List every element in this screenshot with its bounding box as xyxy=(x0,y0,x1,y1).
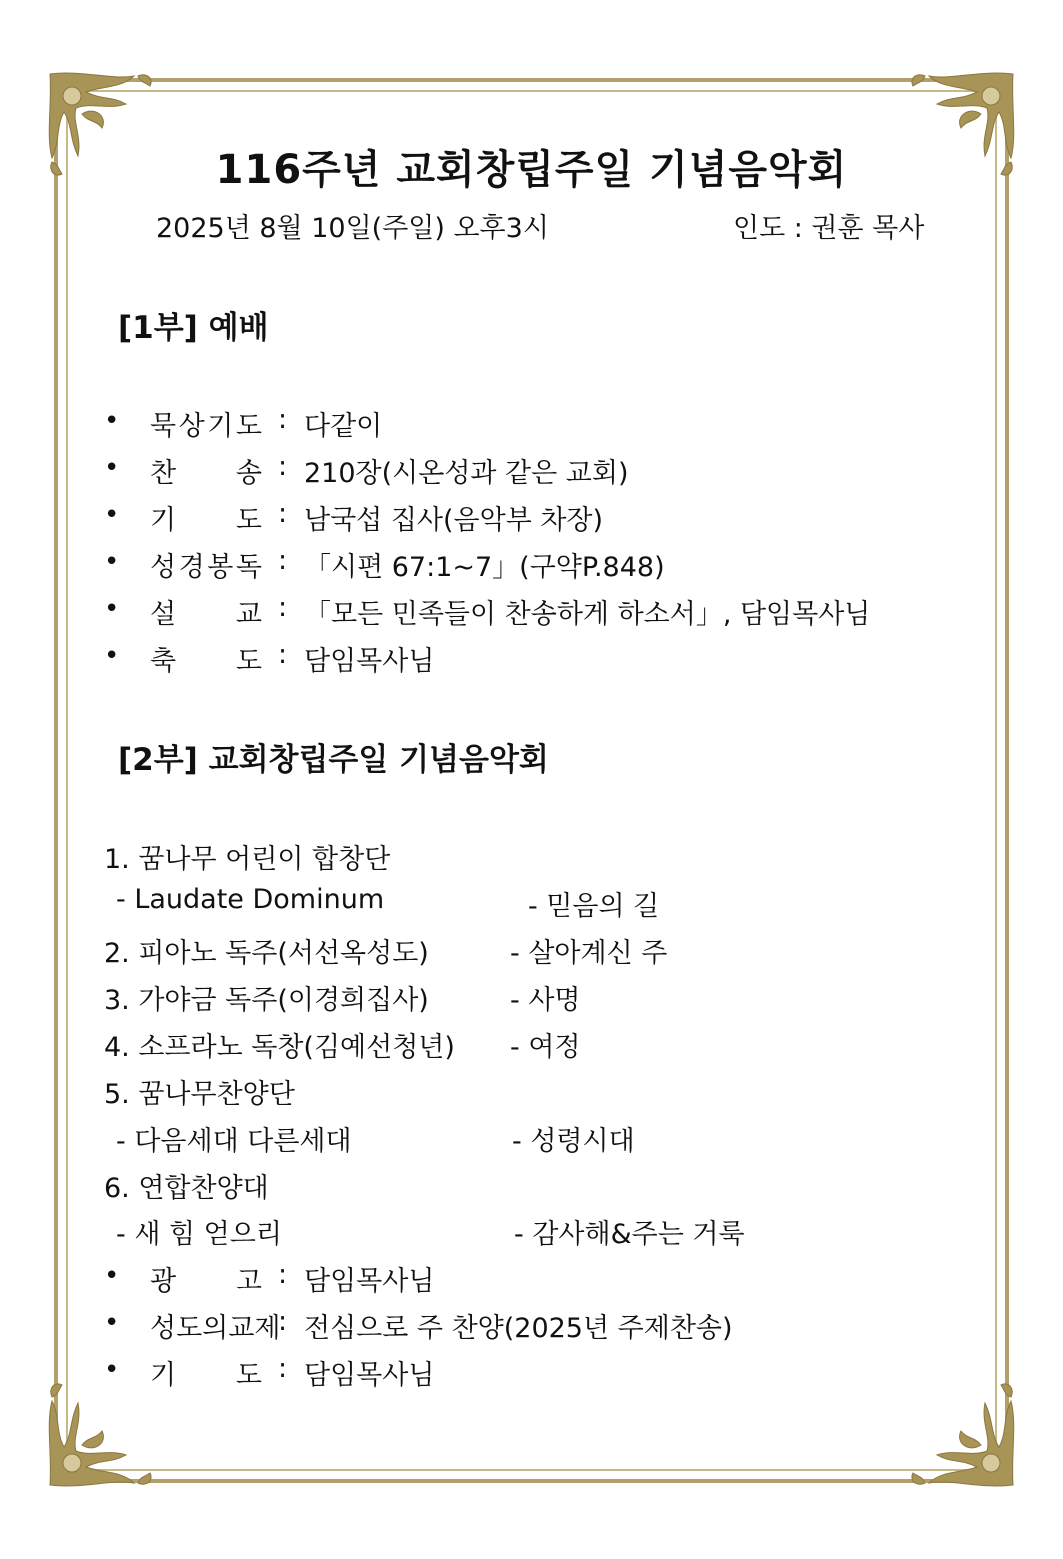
performance-title: 1. 꿈나무 어린이 합창단 xyxy=(104,844,391,875)
bullet-icon: • xyxy=(104,1355,120,1385)
item-value: 담임목사님 xyxy=(304,1360,435,1391)
corner-ornament-bottom-left xyxy=(42,1373,162,1493)
label-colon: : xyxy=(278,1353,288,1384)
label-colon: : xyxy=(278,451,288,482)
event-date-time: 2025년 8월 10일(주일) 오후3시 xyxy=(156,213,549,244)
program-title: 116주년 교회창립주일 기념음악회 xyxy=(215,147,848,193)
performance-song: - 믿음의 길 xyxy=(528,891,660,922)
performance-title: 5. 꿈나무찬양단 xyxy=(104,1079,295,1110)
label-colon: : xyxy=(278,1259,288,1290)
performance-song: - 성령시대 xyxy=(512,1126,635,1157)
item-value: 담임목사님 xyxy=(304,646,435,677)
bullet-icon: • xyxy=(104,594,120,624)
label-colon: : xyxy=(278,592,288,623)
performance-title: 2. 피아노 독주(서선옥성도) xyxy=(104,938,429,969)
bullet-icon: • xyxy=(104,453,120,483)
performance-song: - 다음세대 다른세대 xyxy=(116,1126,352,1157)
label-colon: : xyxy=(278,498,288,529)
item-label: 광 고 xyxy=(150,1266,262,1297)
bullet-icon: • xyxy=(104,1261,120,1291)
label-colon: : xyxy=(278,1306,288,1337)
item-value: 「모든 민족들이 찬송하게 하소서」, 담임목사님 xyxy=(304,599,871,630)
bullet-icon: • xyxy=(104,406,120,436)
performance-title: 3. 가야금 독주(이경희집사) xyxy=(104,985,429,1016)
item-label: 찬 송 xyxy=(150,458,262,489)
performance-song: - 사명 xyxy=(510,985,581,1016)
item-label: 설 교 xyxy=(150,599,262,630)
item-value: 「시편 67:1~7」(구약P.848) xyxy=(304,552,665,583)
bullet-icon: • xyxy=(104,1308,120,1338)
item-value: 남국섭 집사(음악부 차장) xyxy=(304,505,604,536)
bullet-icon: • xyxy=(104,547,120,577)
performance-title: 4. 소프라노 독창(김예선청년) xyxy=(104,1032,455,1063)
item-value: 다같이 xyxy=(304,411,383,442)
item-label: 성도의교제 xyxy=(150,1313,281,1344)
label-colon: : xyxy=(278,545,288,576)
item-label: 기 도 xyxy=(150,1360,262,1391)
part1-heading: [1부] 예배 xyxy=(118,310,269,346)
worship-leader: 인도 : 권훈 목사 xyxy=(733,213,925,244)
part2-heading: [2부] 교회창립주일 기념음악회 xyxy=(118,742,549,778)
corner-ornament-bottom-right xyxy=(901,1373,1021,1493)
performance-title: 6. 연합찬양대 xyxy=(104,1173,269,1204)
item-value: 210장(시온성과 같은 교회) xyxy=(304,458,629,489)
item-label: 성 경 봉 독 xyxy=(150,552,262,583)
item-label: 묵 상 기 도 xyxy=(150,411,262,442)
label-colon: : xyxy=(278,404,288,435)
bullet-icon: • xyxy=(104,641,120,671)
item-value: 담임목사님 xyxy=(304,1266,435,1297)
item-value: 전심으로 주 찬양(2025년 주제찬송) xyxy=(304,1313,733,1344)
performance-song: - 여정 xyxy=(510,1032,581,1063)
item-label: 기 도 xyxy=(150,505,262,536)
performance-song: - 새 힘 얻으리 xyxy=(116,1219,282,1250)
bullet-icon: • xyxy=(104,500,120,530)
label-colon: : xyxy=(278,639,288,670)
performance-song: - 감사해&주는 거룩 xyxy=(514,1219,745,1250)
item-label: 축 도 xyxy=(150,646,262,677)
performance-song: - Laudate Dominum xyxy=(116,884,385,915)
performance-song: - 살아계신 주 xyxy=(510,938,668,969)
